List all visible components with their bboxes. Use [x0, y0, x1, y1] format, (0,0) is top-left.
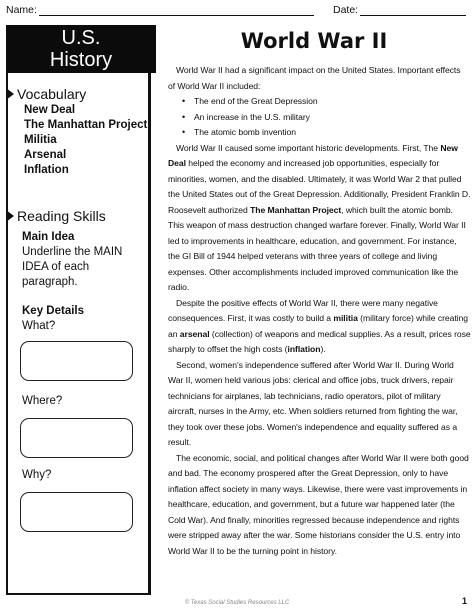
paragraph-line: Despite the positive effects of World War II, there were many negative: [176, 297, 438, 308]
paragraph-line: The economic, social, and political changes after World War II were both good: [176, 452, 469, 463]
date-label: Date:: [333, 4, 359, 16]
text-run: an: [168, 328, 180, 339]
paragraph-line: technicians for airplanes, lab technicians, radio operators, pilot of military: [168, 390, 441, 401]
vocab-item: Inflation: [24, 164, 69, 176]
text-run: (military force) while creating: [357, 313, 468, 323]
bullet-item: • The end of the Great Depression: [168, 94, 458, 110]
vocab-item: New Deal: [24, 104, 76, 116]
paragraph-line: and bad. The economy prospered after the Great Depression, only to have: [168, 468, 449, 478]
paragraph-line: War II, women held various jobs: clerical and office jobs, truck drivers, repair: [168, 375, 454, 385]
text-run: sharply to offset the high costs (: [168, 344, 288, 354]
copyright-footer: © Texas Social Studies Resources LLC: [184, 600, 290, 606]
paragraph-line: were stripped away after the war. Some historians consider the U.S. entry into: [168, 530, 461, 540]
paragraph-line: the United States out of the Great Depression. Additionally, President Franklin D.: [168, 189, 471, 199]
paragraph-line: [168, 311, 468, 327]
vocab-term: militia: [333, 313, 358, 323]
paragraph-line: they took over these jobs. Women's independence and equality suffered as a: [168, 421, 458, 432]
what-answer-box[interactable]: [20, 341, 133, 381]
bullet-item: • The atomic bomb invention: [168, 125, 458, 141]
text-run: World War II caused some important historic developments. First, The: [176, 142, 441, 153]
question-where: Where?: [22, 395, 63, 407]
sidebar: [6, 73, 151, 595]
text-run: Roosevelt authorized: [168, 204, 251, 215]
question-why: Why?: [22, 469, 52, 481]
vocab-term: arsenal: [179, 328, 210, 339]
paragraph-line: led to improvements in healthcare, education, and government. For instance,: [168, 235, 457, 246]
paragraph-line: result.: [168, 437, 192, 447]
date-field[interactable]: [333, 4, 466, 16]
paragraph-line: World War II to be the turning point in history.: [168, 545, 337, 556]
name-label: Name:: [6, 4, 37, 16]
paragraph-line: Cold War). And finally, minorities regressed because independence and rights: [168, 514, 460, 525]
main-idea-text: paragraph.: [22, 276, 78, 288]
page-number: 1: [462, 596, 468, 606]
banner-line-2: History: [49, 49, 113, 71]
vocab-heading: Vocabulary: [17, 86, 87, 102]
paragraph-line: [168, 342, 458, 358]
text-run: ).: [320, 344, 326, 354]
date-line[interactable]: [360, 6, 466, 16]
name-field[interactable]: [6, 4, 314, 16]
why-answer-box[interactable]: [20, 492, 133, 532]
key-details-label: Key Details: [22, 305, 85, 317]
paragraph-line: inflation affect society in many ways. Likewise, there were vast improvements in: [168, 483, 468, 494]
triangle-marker-icon: [6, 88, 14, 100]
text-run: , which built the atomic bomb.: [341, 204, 453, 215]
intro-line: World War II had a significant impact on the United States. Important effects: [176, 65, 461, 75]
paragraph-line: expenses. Other accomplishments included improved communication like the: [168, 266, 459, 277]
subject-banner: [6, 25, 156, 73]
main-idea-label: Main Idea: [22, 231, 75, 243]
skills-heading: Reading Skills: [17, 208, 106, 224]
banner-line-1: U.S.: [61, 27, 101, 49]
text-run: helped the economy and increased job opportunities, especially for: [185, 158, 440, 168]
paragraph-line: [168, 327, 471, 343]
paragraph-line: aircraft, nurses in the Army, etc. When soldiers returned from fighting the war,: [168, 406, 458, 416]
text-run: consequences. First, it was costly to build a: [168, 313, 334, 323]
question-what: What?: [22, 320, 56, 332]
vocab-term: The Manhattan Project: [250, 204, 342, 215]
name-line[interactable]: [39, 6, 314, 16]
main-idea-text: IDEA of each: [22, 261, 90, 273]
paragraph-line: radio.: [168, 282, 190, 292]
intro-line: of World War II included:: [168, 80, 261, 91]
article-text: [168, 63, 471, 559]
vocab-item: Militia: [24, 134, 57, 146]
main-idea-text: Underline the MAIN: [22, 246, 123, 258]
page-title: World War II: [240, 29, 388, 53]
paragraph-line: minorities, women, and the disabled. Ultimately, it was World War 2 that pulled: [168, 173, 462, 184]
vocab-term: inflation: [287, 344, 321, 354]
vocab-term: Deal: [168, 158, 186, 168]
paragraph-line: [168, 156, 458, 172]
vocab-term: New: [440, 142, 458, 153]
where-answer-box[interactable]: [20, 418, 133, 458]
paragraph-line: the GI Bill of 1944 helped veterans with three years of college and living: [168, 251, 438, 261]
bullet-item: • An increase in the U.S. military: [168, 110, 458, 126]
paragraph-line: [168, 141, 458, 157]
paragraph-line: This weapon of mass destruction changed warfare forever. Finally, World War II: [168, 220, 466, 230]
vocab-item: The Manhattan Project: [24, 119, 148, 131]
paragraph-line: healthcare, education, and government, but a future war happened later (the: [168, 499, 455, 509]
text-run: (collection) of weapons and medical supplies. As a result, prices rose: [209, 328, 471, 339]
vocab-item: Arsenal: [24, 149, 67, 161]
triangle-marker-icon: [6, 210, 14, 222]
paragraph-line: [168, 203, 458, 219]
paragraph-line: Second, women's independence suffered after World War II. During World: [176, 359, 454, 370]
